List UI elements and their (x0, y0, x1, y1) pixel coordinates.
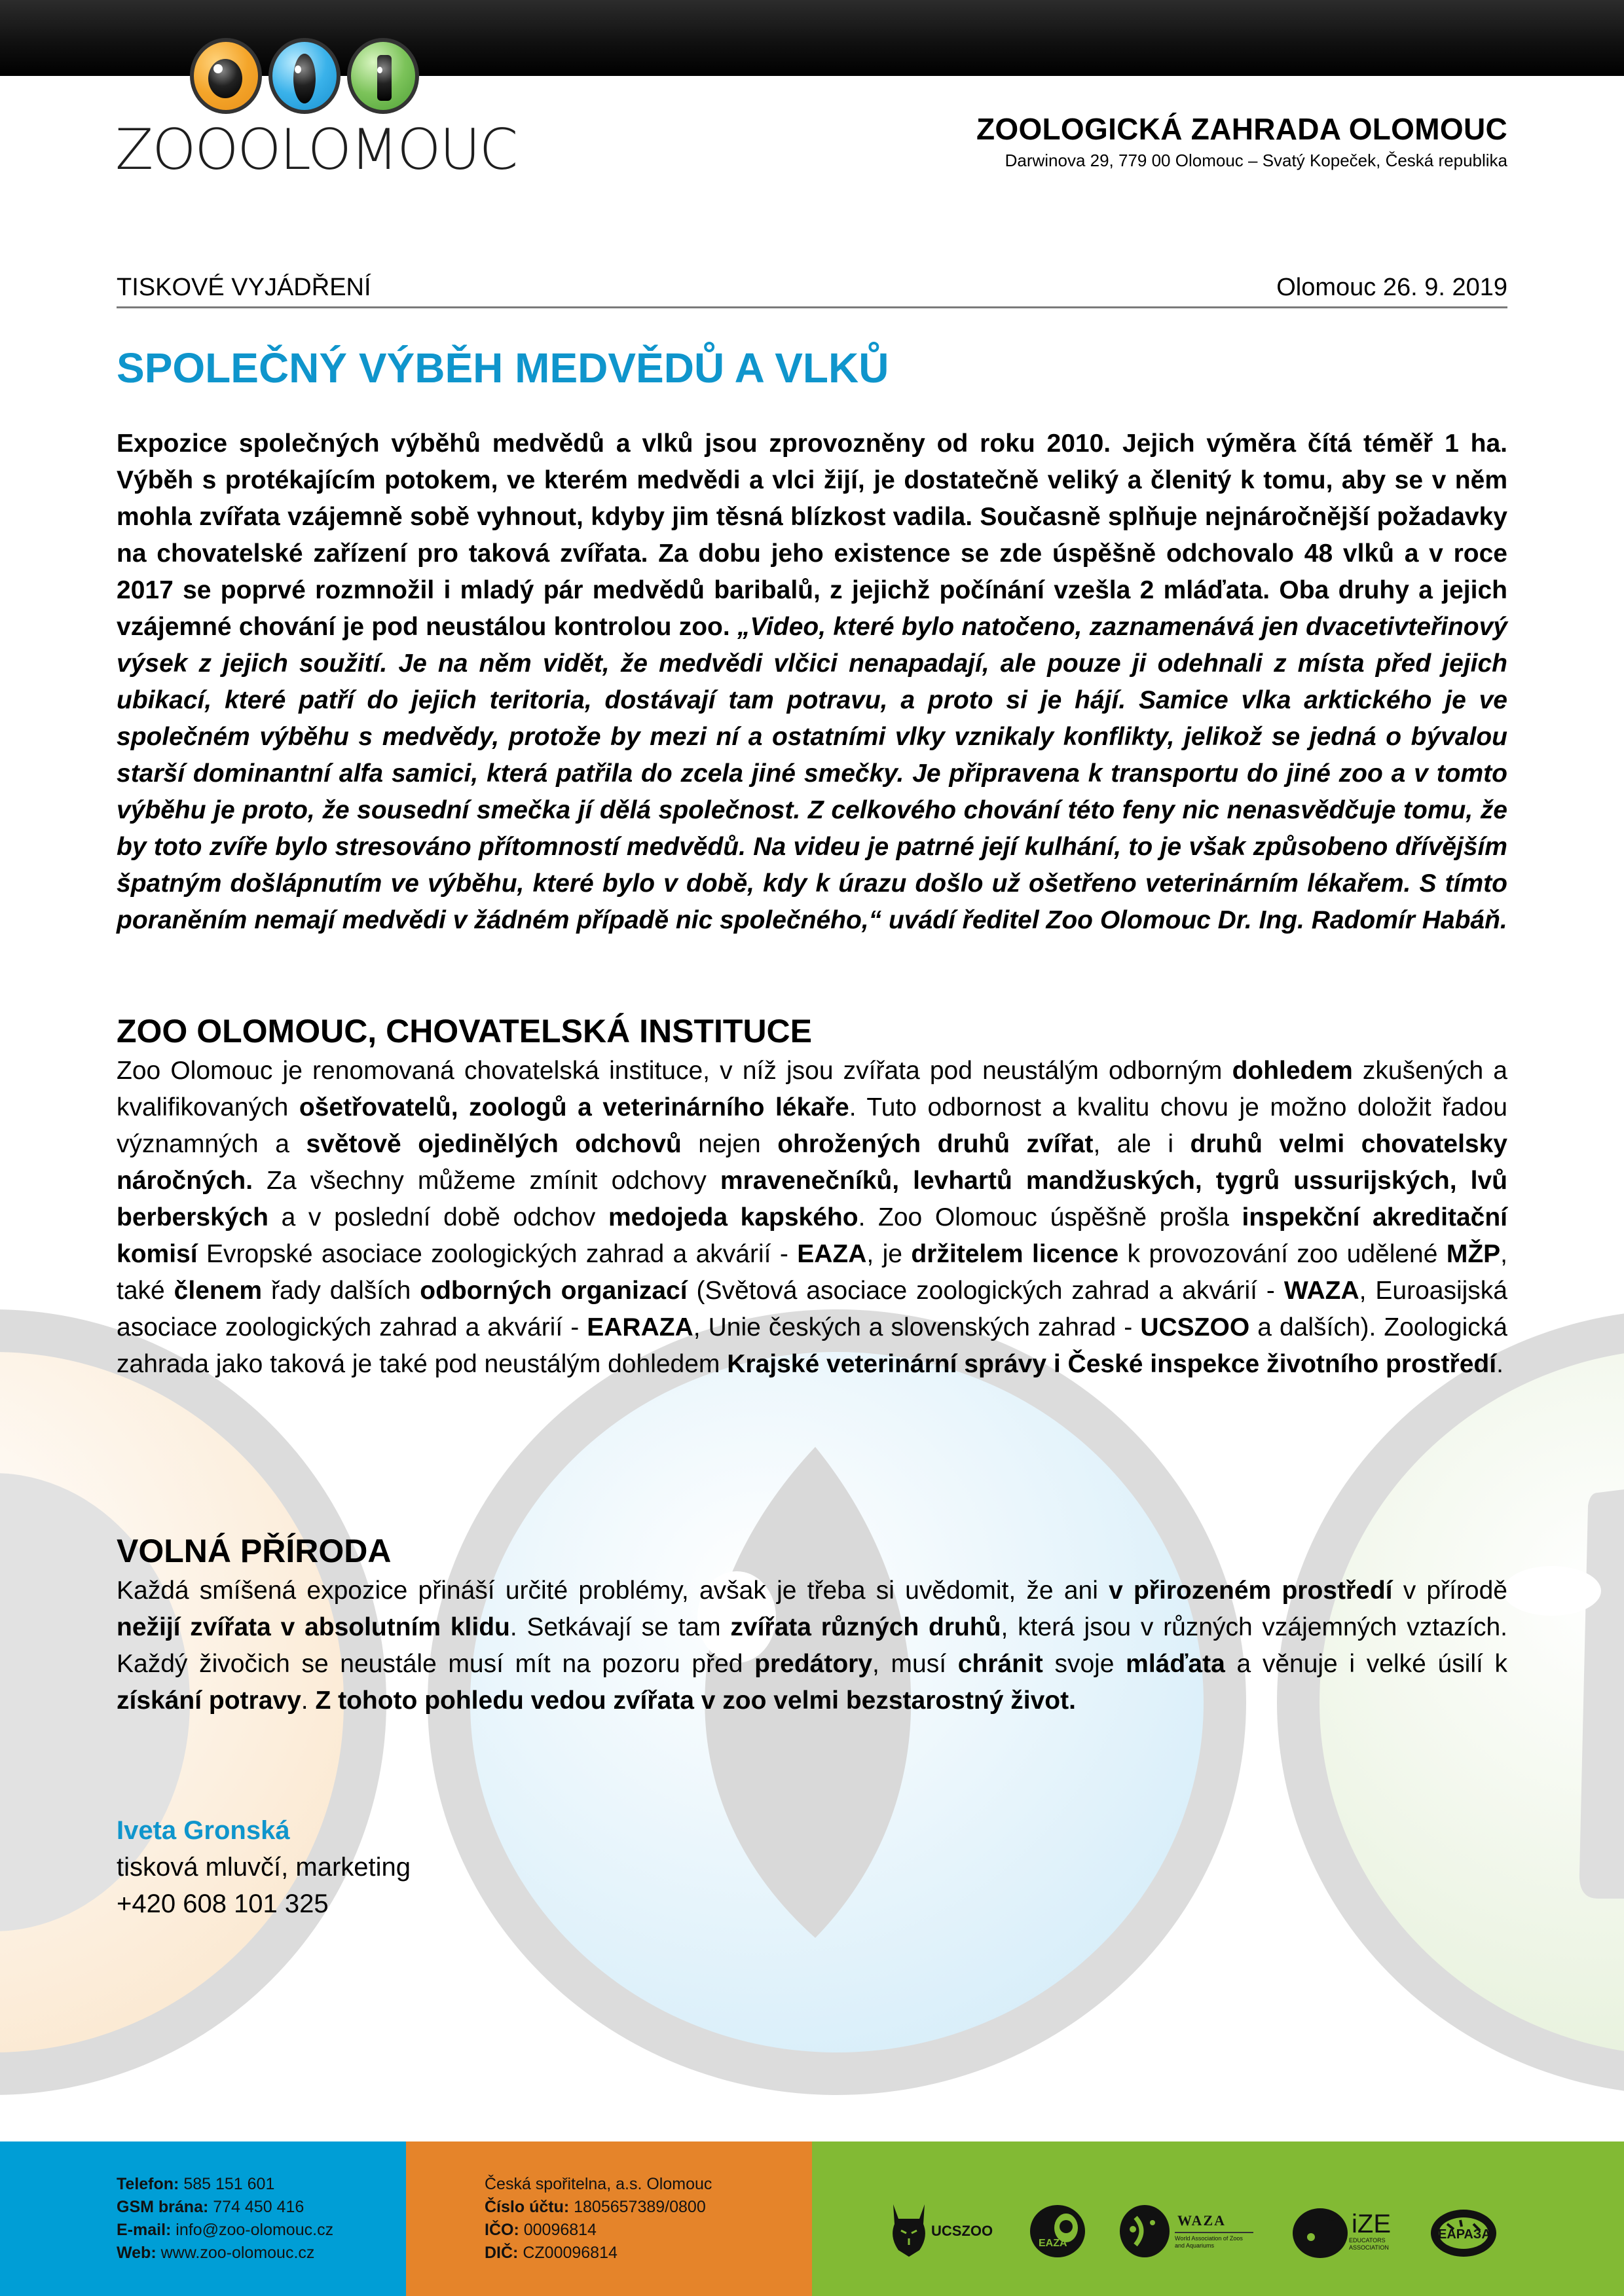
text-run: , je (866, 1240, 912, 1268)
lead-text: Expozice společných výběhů medvědů a vlků jsou zprovozněny od roku 2010. Jejich výměra čítá téměř 1 ha. Výběh s protékajícím potokem, ve kterém medvědi a vlci žijí, je dostatečně veliký a členitý k tomu, aby se v něm mohla zvířata vzájemně sobě vyhnout, kdyby jim těsná blízkost vadila. Současně splňuje nejnáročnější požadavky na chovatelské zařízení pro taková zvířata. Za dobu jeho existence se zde úspěšně odchovalo 48 vlků a v roce 2017 se poprvé rozmnožil i mladý pár medvědů baribalů, z jejichž počínání vzešla 2 mláďata. Oba druhy a jejich vzájemné chování je pod neustálou kontrolou zoo. (117, 429, 1507, 641)
waza-icon (1118, 2204, 1171, 2258)
section-heading-nature: VOLNÁ PŘÍRODA (117, 1533, 392, 1569)
footer-partners (812, 2141, 1624, 2296)
text-run: Zoo Olomouc je renomovaná chovatelská instituce, v níž jsou zvířata pod neustálým odborným (117, 1057, 1232, 1085)
bold-run: v přirozeném prostředí (1109, 1576, 1393, 1605)
section-heading-institution: ZOO OLOMOUC, CHOVATELSKÁ INSTITUCE (117, 1013, 813, 1049)
bold-run: MŽP (1446, 1240, 1501, 1268)
text-run: (Světová asociace zoologických zahrad a akvárií - (687, 1277, 1284, 1305)
text-run: zkušených a kvalifikovaných (117, 1057, 1507, 1121)
rhino-icon (1291, 2204, 1349, 2258)
text-run: svoje (1043, 1650, 1126, 1678)
text-run: k provozování zoo udělené (1118, 1240, 1447, 1268)
text-run: , musí (872, 1650, 958, 1678)
bold-run: držitelem licence (911, 1240, 1119, 1268)
bold-run: ošetřovatelů, zoologů a veterinárního lékaře (299, 1093, 849, 1121)
divider (117, 306, 1507, 308)
bold-run: UCSZOO (1140, 1313, 1250, 1341)
footer-account: Číslo účtu: 1805657389/0800 (485, 2198, 706, 2216)
bold-run: druhů velmi chovatelsky náročných. (117, 1130, 1507, 1195)
footer-ico: IČO: 00096814 (485, 2221, 597, 2239)
footer-gsm: GSM brána: 774 450 416 (117, 2198, 304, 2216)
text-run: , ale i (1093, 1130, 1190, 1158)
partner-waza: WAZA World Association of Zoos and Aquariums (1118, 2204, 1253, 2258)
text-run: . Zoo Olomouc úspěšně prošla (858, 1203, 1242, 1231)
bold-run: EARAZA (587, 1313, 693, 1341)
place-date: Olomouc 26. 9. 2019 (1276, 274, 1507, 301)
partner-earaza: ЕАРАЗА (1428, 2204, 1500, 2258)
bold-run: predátory (754, 1650, 873, 1678)
lion-icon (1028, 2204, 1087, 2258)
director-quote: „Video, které bylo natočeno, zaznamenává jen dvacetivteřinový výsek z jejich soužití. Je na něm vidět, že medvědi vlčici nenapadají, ale pouze ji odehnali z místa před jejich ubikací, které patří do jejich teritoria, dostávají tam potravu, a proto si je hájí. Samice vlka arktického je ve společném výběhu s medvědy, protože by mezi ní a ostatními vlky vznikaly konflikty, jelikož se jedná o bývalou starší dominantní alfa samici, která patřila do zcela jiné smečky. Je připravena k transportu do jiné zoo a v tomto výběhu je proto, že sousední smečka jí dělá společnost. Z celkového chování této feny nic nenasvědčuje tomu, že by toto zvíře bylo stresováno přítomností medvědů. Na videu je patrné její kulhání, to je však způsobeno dřívějším špatným došlápnutím ve výběhu, které bylo v době, kdy k úrazu došlo už ošetřeno veterinárním lékařem. S tímto poraněním nemají medvědi v žádném případě nic společného,“ uvádí ředitel Zoo Olomouc Dr. Ing. Radomír Habáň. (117, 613, 1507, 934)
bold-run: inspekční akreditační komisí (117, 1203, 1507, 1268)
text-run: řady dalších (262, 1277, 420, 1305)
org-title: ZOOLOGICKÁ ZAHRADA OLOMOUC (976, 112, 1507, 146)
bold-run: ohrožených druhů zvířat (777, 1130, 1094, 1158)
text-run: , která jsou v různých vzájemných vztazích. Každý živočich se neustále musí mít na pozoru před (117, 1613, 1507, 1678)
signature-role: tisková mluvčí, marketing (117, 1853, 411, 1882)
footer-dic: DIČ: CZ00096814 (485, 2244, 618, 2262)
text-run: a věnuje i velké úsilí k (1225, 1650, 1507, 1678)
bold-run: EAZA (797, 1240, 867, 1268)
green-eye-icon (347, 38, 419, 114)
text-run: Evropské asociace zoologických zahrad a akvárií - (197, 1240, 798, 1268)
text-run: , také (117, 1240, 1507, 1305)
footer-email[interactable]: E-mail: info@zoo-olomouc.cz (117, 2221, 334, 2239)
text-run: , Unie českých a slovenských zahrad - (693, 1313, 1141, 1341)
bold-run: světově ojedinělých odchovů (306, 1130, 682, 1158)
bold-run: zvířata různých druhů (730, 1613, 1001, 1641)
text-run: . Setkávají se tam (509, 1613, 731, 1641)
document-type: TISKOVÉ VYJÁDŘENÍ (117, 274, 371, 301)
partner-ize: iZE EDUCATORS ASSOCIATION (1291, 2204, 1401, 2258)
bold-run: získání potravy (117, 1686, 301, 1715)
text-run: Za všechny můžeme zmínit odchovy (253, 1167, 720, 1195)
org-address: Darwinova 29, 779 00 Olomouc – Svatý Kopeček, Česká republika (1005, 151, 1507, 170)
lead-paragraph (117, 426, 1507, 939)
bold-run: Krajské veterinární správy i České inspekce životního prostředí (727, 1350, 1497, 1378)
text-run: . (301, 1686, 316, 1715)
footer-web[interactable]: Web: www.zoo-olomouc.cz (117, 2244, 315, 2262)
bold-run: mláďata (1126, 1650, 1225, 1678)
text-run: a dalších). Zoologická zahrada jako taková je také pod neustálým dohledem (117, 1313, 1507, 1378)
signature-phone: +420 608 101 325 (117, 1889, 329, 1918)
bold-run: medojeda kapského (608, 1203, 858, 1231)
logo-wordmark: ZOOOLOMOUC (115, 117, 517, 183)
bold-run: odborných organizací (420, 1277, 688, 1305)
nature-paragraph (117, 1573, 1507, 1719)
text-run: , Euroasijská asociace zoologických zahrad a akvárií - (117, 1277, 1507, 1341)
partner-ucszoo: UCSZOO (889, 2204, 993, 2258)
text-run: v přírodě (1392, 1576, 1507, 1605)
footer-bank (406, 2141, 812, 2296)
text-run: Každá smíšená expozice přináší určité problémy, avšak je třeba si uvědomit, že ani (117, 1576, 1109, 1605)
page-title: SPOLEČNÝ VÝBĚH MEDVĚDŮ A VLKŮ (117, 344, 889, 392)
footer-bank-name: Česká spořitelna, a.s. Olomouc (485, 2175, 712, 2193)
text-run: nejen (681, 1130, 778, 1158)
signature-name: Iveta Gronská (117, 1816, 290, 1845)
partner-eaza: EAZA (1028, 2204, 1087, 2258)
text-run: . (1496, 1350, 1504, 1378)
bold-run: dohledem (1232, 1057, 1353, 1085)
footer (0, 2141, 1624, 2296)
bold-run: mravenečníků, levhartů mandžuských, tygrů ussurijských, lvů berberských (117, 1167, 1507, 1231)
bold-run: WAZA (1283, 1277, 1359, 1305)
text-run: . Tuto odbornost a kvalitu chovu je možno doložit řadou významných a (117, 1093, 1507, 1158)
text-run: a v poslední době odchov (268, 1203, 608, 1231)
bold-run: chránit (957, 1650, 1043, 1678)
institution-paragraph (117, 1053, 1507, 1383)
bold-run: nežijí zvířata v absolutním klidu (117, 1613, 510, 1641)
bold-run: členem (174, 1277, 263, 1305)
orange-eye-icon (190, 38, 262, 114)
footer-phone: Telefon: 585 151 601 (117, 2175, 275, 2193)
zoo-olomouc-logo (111, 33, 517, 183)
bold-run: Z tohoto pohledu vedou zvířata v zoo velmi bezstarostný život. (315, 1686, 1076, 1715)
lynx-icon (889, 2204, 929, 2258)
blue-eye-icon (268, 38, 341, 114)
footer-contact (0, 2141, 406, 2296)
